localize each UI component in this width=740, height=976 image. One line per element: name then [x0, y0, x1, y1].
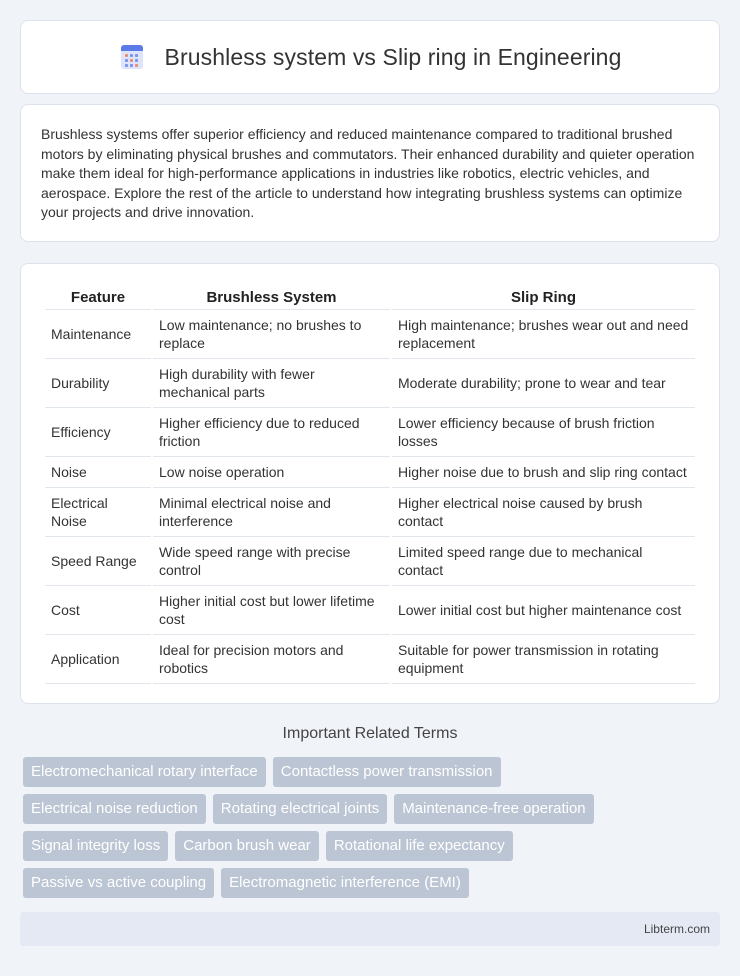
table-row: [45, 586, 695, 635]
slip-ring-cell: Lower efficiency because of brush friction losses: [392, 408, 695, 457]
related-term-tag[interactable]: Electromagnetic interference (EMI): [221, 868, 469, 898]
tag-row: [23, 831, 723, 861]
slip-ring-cell: Higher electrical noise caused by brush contact: [392, 488, 695, 537]
related-terms-tags: [23, 757, 723, 905]
slip-ring-cell: Suitable for power transmission in rotating equipment: [392, 635, 695, 684]
table-row: [45, 457, 695, 488]
slip-ring-cell: Limited speed range due to mechanical contact: [392, 537, 695, 586]
table-row: [45, 537, 695, 586]
footer-site-link[interactable]: Libterm.com: [643, 922, 710, 936]
related-term-tag[interactable]: Carbon brush wear: [175, 831, 319, 861]
tag-row: [23, 794, 723, 824]
intro-text: Brushless systems offer superior efficiency and reduced maintenance compared to traditional brushed motors by eliminating physical brushes and commutators. Their enhanced durability and quieter operation make them ideal for high-performance applications in industries like robotics, electric vehicles, and aerospace. Explore the rest of the article to understand how integrating brushless systems can optimize your projects and drive innovation.: [41, 126, 695, 220]
feature-cell: Durability: [45, 359, 151, 408]
feature-cell: Noise: [45, 457, 151, 488]
brushless-cell: Wide speed range with precise control: [153, 537, 390, 586]
brushless-cell: Higher initial cost but lower lifetime cost: [153, 586, 390, 635]
tag-row: [23, 757, 723, 787]
table-row: [45, 635, 695, 684]
brushless-cell: Low noise operation: [153, 457, 390, 488]
slip-ring-cell: Higher noise due to brush and slip ring contact: [392, 457, 695, 488]
feature-cell: Efficiency: [45, 408, 151, 457]
feature-cell: Electrical Noise: [45, 488, 151, 537]
related-term-tag[interactable]: Signal integrity loss: [23, 831, 168, 861]
related-term-tag[interactable]: Rotating electrical joints: [213, 794, 387, 824]
feature-cell: Cost: [45, 586, 151, 635]
related-terms-title: Important Related Terms: [282, 725, 458, 742]
brushless-cell: Ideal for precision motors and robotics: [153, 635, 390, 684]
header-feature: Feature: [45, 284, 151, 310]
comparison-table: [43, 284, 697, 684]
table-header-row: [45, 284, 695, 310]
related-term-tag[interactable]: Rotational life expectancy: [326, 831, 513, 861]
related-term-tag[interactable]: Passive vs active coupling: [23, 868, 214, 898]
related-term-tag[interactable]: Electrical noise reduction: [23, 794, 206, 824]
feature-cell: Speed Range: [45, 537, 151, 586]
brushless-cell: Minimal electrical noise and interference: [153, 488, 390, 537]
feature-cell: Maintenance: [45, 310, 151, 359]
tag-row: [23, 868, 723, 898]
table-row: [45, 359, 695, 408]
table-row: [45, 488, 695, 537]
related-term-tag[interactable]: Contactless power transmission: [273, 757, 501, 787]
brushless-cell: Low maintenance; no brushes to replace: [153, 310, 390, 359]
slip-ring-cell: Moderate durability; prone to wear and tear: [392, 359, 695, 408]
header-brushless-system: Brushless System: [153, 284, 390, 310]
comparison-table-card: [20, 263, 720, 704]
table-row: [45, 408, 695, 457]
table-row: [45, 310, 695, 359]
header-card: [20, 20, 720, 94]
intro-card: [20, 104, 720, 242]
related-term-tag[interactable]: Maintenance-free operation: [394, 794, 593, 824]
feature-cell: Application: [45, 635, 151, 684]
brushless-cell: High durability with fewer mechanical parts: [153, 359, 390, 408]
brushless-cell: Higher efficiency due to reduced friction: [153, 408, 390, 457]
header-slip-ring: Slip Ring: [392, 284, 695, 310]
slip-ring-cell: High maintenance; brushes wear out and need replacement: [392, 310, 695, 359]
footer: [20, 912, 720, 946]
slip-ring-cell: Lower initial cost but higher maintenance cost: [392, 586, 695, 635]
document-grid-icon: [119, 44, 145, 70]
related-term-tag[interactable]: Electromechanical rotary interface: [23, 757, 266, 787]
page-title: Brushless system vs Slip ring in Engineering: [164, 43, 622, 70]
